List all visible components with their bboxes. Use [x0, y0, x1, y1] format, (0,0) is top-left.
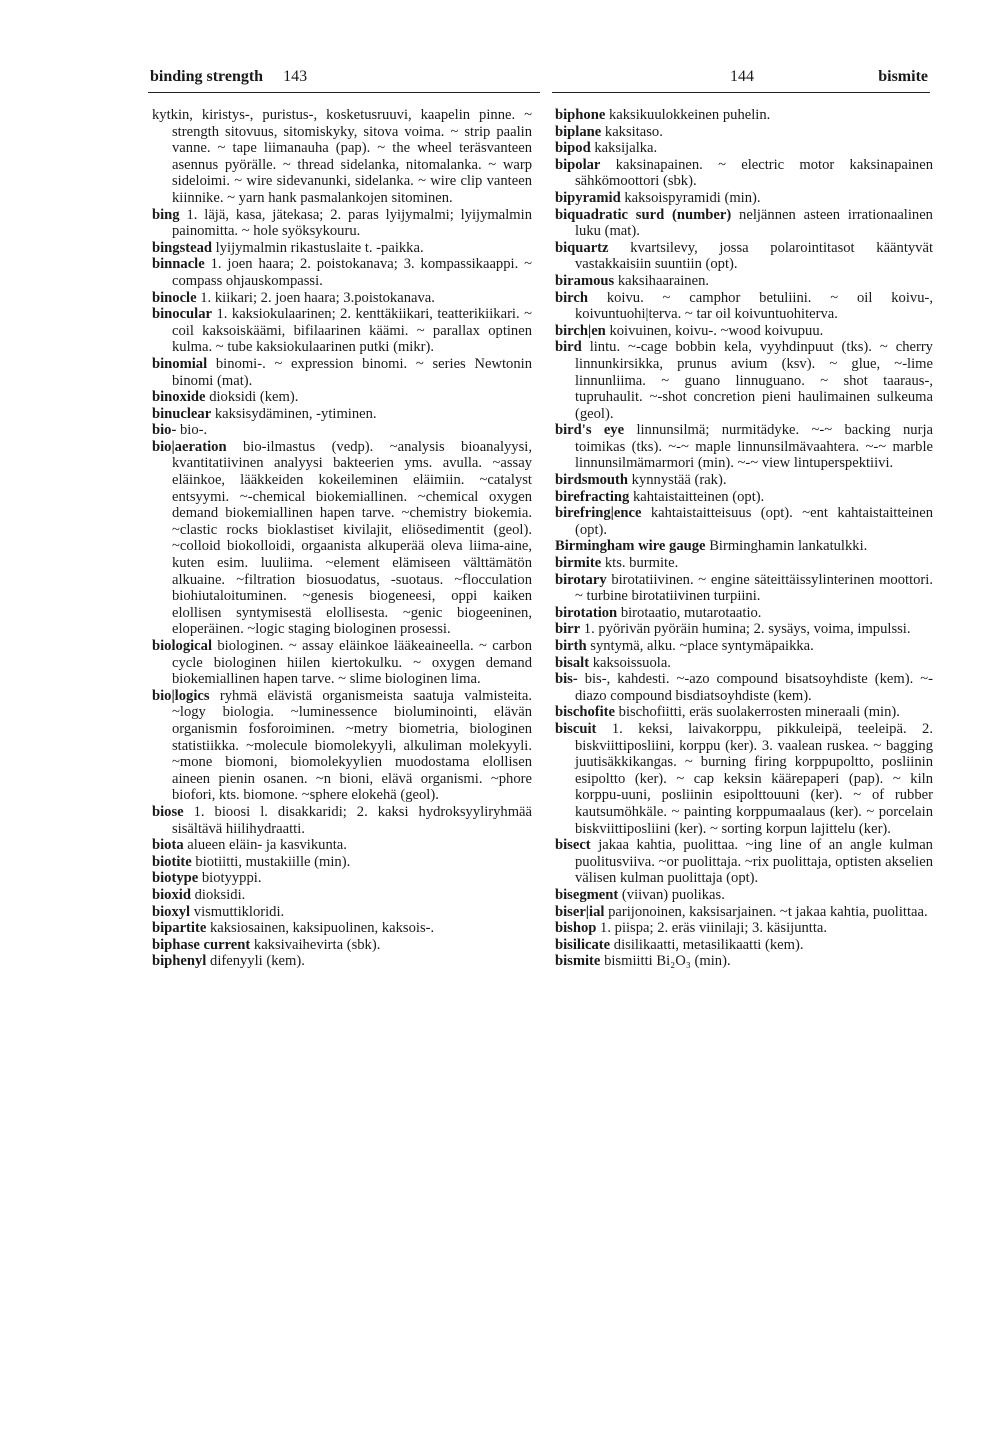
dictionary-entry — [555, 887, 933, 904]
entry-headword: biological — [152, 638, 212, 654]
entry-definition: bischofiitti, eräs suolakerrosten mineraali (min). — [618, 704, 900, 721]
entry-headword: birr — [555, 621, 581, 638]
dictionary-entry — [152, 953, 532, 970]
entry-definition: neljännen asteen irrationaalinen luku (mat). — [575, 206, 933, 240]
entry-definition: parijonoinen, kaksisarjainen. ~t jakaa kahtia, puolittaa. — [608, 903, 928, 920]
dictionary-entry — [555, 704, 933, 721]
entry-headword: bisect — [555, 837, 591, 854]
dictionary-entry — [555, 472, 933, 489]
dictionary-entry — [152, 870, 532, 887]
entry-definition: lyijymalmin rikastuslaite t. -paikka. — [215, 239, 424, 256]
entry-definition: alueen eläin- ja kasvikunta. — [187, 837, 347, 854]
entry-headword: Birmingham wire gauge — [555, 538, 706, 555]
entry-headword: bio|aeration — [152, 438, 227, 455]
entry-definition: lintu. ~-cage bobbin kela, vyyhdinpuut (tks). ~ cherry linnunkirsikka, prunus avium (ksv). ~ glue, ~-lime linnunliima. ~ guano linnuguano. ~ shot taaraus-, tupruhaulit. ~-shot concretion pieni haulimainen sulkeuma (geol). — [575, 339, 933, 422]
entry-headword: bishop — [555, 920, 597, 937]
entry-headword: biotite — [152, 853, 192, 870]
dictionary-entry — [152, 422, 532, 439]
entry-headword: biphenyl — [152, 953, 207, 970]
entry-definition: linnunsilmä; nurmitädyke. ~-~ backing nurja toimikas (tks). ~-~ maple linnunsilmävaahtera. ~-~ marble linnunsilmämarmori (min). ~-~ view lintuperspektiivi. — [575, 422, 933, 472]
dictionary-entry — [555, 671, 933, 704]
dictionary-entry — [555, 107, 933, 124]
entry-headword: biplane — [555, 123, 602, 140]
entry-headword: binuclear — [152, 405, 212, 422]
entry-headword: bioxyl — [152, 903, 191, 920]
entry-definition: 1. piispa; 2. eräs viinilaji; 3. käsijuntta. — [600, 920, 828, 937]
entry-definition: birotaatio, mutarotaatio. — [620, 604, 762, 621]
header-rule-left — [148, 92, 540, 93]
entry-headword: binocular — [152, 306, 213, 323]
entry-definition: Birminghamin lankatulkki. — [709, 538, 868, 555]
dictionary-entry — [555, 953, 933, 970]
dictionary-entry — [555, 207, 933, 240]
dictionary-entry — [555, 920, 933, 937]
dictionary-entry — [152, 240, 532, 257]
entry-definition: kaksiosainen, kaksipuolinen, kaksois-. — [209, 920, 435, 937]
dictionary-entry — [152, 207, 532, 240]
entry-definition: binomi-. ~ expression binomi. ~ series Newtonin binomi (mat). — [172, 355, 532, 389]
entry-headword: bisalt — [555, 654, 590, 671]
entry-headword: bingstead — [152, 239, 213, 256]
entry-definition: bismiitti Bi₂O₃ (min). — [604, 953, 731, 970]
entry-headword: binomial — [152, 355, 208, 372]
dictionary-entry — [555, 190, 933, 207]
dictionary-entry — [152, 804, 532, 837]
page-header-right — [552, 68, 928, 94]
entry-headword: bipartite — [152, 920, 207, 937]
entry-headword: biose — [152, 803, 184, 820]
entry-definition: birotatiivinen. ~ engine säteittäissylinterinen moottori. ~ turbine birotatiivinen turpiini. — [575, 571, 933, 605]
entry-definition: bio-. — [179, 422, 208, 439]
entry-headword: biquartz — [555, 239, 609, 256]
entry-headword: bing — [152, 206, 180, 223]
entry-headword: bisegment — [555, 886, 619, 903]
dictionary-entry — [152, 920, 532, 937]
dictionary-entry — [555, 339, 933, 422]
entry-definition: difenyyli (kem). — [210, 953, 305, 970]
entry-headword: bisilicate — [555, 936, 611, 953]
entry-definition: biologinen. ~ assay eläinkoe lääkeaineella. ~ carbon cycle biologinen hiilen kiertokulku. ~ oxygen demand biokemiallinen hapen tarve. ~ slime biologinen lima. — [172, 638, 532, 688]
entry-definition: koivu. ~ camphor betuliini. ~ oil koivu-, koivuntuohi|terva. ~ tar oil koivuntuohiterva. — [575, 289, 934, 323]
dictionary-entry — [152, 406, 532, 423]
dictionary-entry — [555, 489, 933, 506]
dictionary-entry — [555, 655, 933, 672]
dictionary-entry — [555, 140, 933, 157]
entry-definition: kaksijalka. — [594, 140, 658, 157]
dictionary-entry — [152, 854, 532, 871]
entry-headword: bipod — [555, 140, 591, 157]
entry-definition: 1. kaksiokulaarinen; 2. kenttäkiikari, teatterikiikari. ~ coil kaksoiskäämi, bifilaarinen käämi. ~ parallax optinen kulma. ~ tube kaksiokulaarinen putki (mikr). — [172, 306, 532, 356]
entry-headword: biquadratic surd (number) — [555, 206, 732, 223]
entry-headword: biota — [152, 837, 184, 854]
entry-headword: birth — [555, 638, 587, 654]
entry-definition: 1. keksi, laivakorppu, pikkuleipä, teeleipä. 2. biskviittiposliini, korppu (ker). 3. vaalean ruskea. ~ bagging juutisäkkikangas. ~ burning firing korppupoltto, posliinin esipoltto (ker). ~ cap keksin käärepaperi (pap). ~ kiln korppu-uuni, posliinin esipolttouuni (ker). ~ of rubber kautsumöhkäle. ~ painting korppumaalaus (ker). ~ porcelain biskviittiposliini (ker). ~ sorting korpun lajittelu (ker). — [575, 720, 933, 837]
dictionary-entry — [555, 721, 933, 837]
dictionary-entry — [555, 837, 933, 887]
entry-definition: kynnystää (rak). — [631, 472, 727, 489]
dictionary-entry — [152, 356, 532, 389]
entry-definition: kahtaistaitteinen (opt). — [632, 488, 765, 505]
entry-headword: biramous — [555, 272, 615, 289]
entry-definition: kytkin, kiristys-, puristus-, kosketusruuvi, kaapelin pinne. ~ strength sitovuus, sitomiskyky, sitova voima. ~ strip paalin vanne. ~ tape liimanauha (pap). ~ the wheel teräsvanteen asennus pyörälle. ~ thread sidelanka, nitomalanka. ~ warp sideloimi. ~ wire sidevanunki, sidelanka. ~ wire clip vanteen kiinnike. ~ yarn hank pasmalankojen sitominen. — [152, 107, 532, 206]
page-number-right: 144 — [730, 68, 754, 85]
dictionary-entry — [152, 904, 532, 921]
entry-definition: syntymä, alku. ~place syntymäpaikka. — [590, 638, 814, 654]
entry-headword: binoxide — [152, 389, 206, 406]
guide-word-left: binding strength — [150, 68, 264, 85]
entry-headword: birch — [555, 289, 588, 306]
dictionary-entry — [152, 107, 532, 207]
entry-definition: vismuttikloridi. — [193, 903, 285, 920]
entry-headword: birotation — [555, 604, 618, 621]
entry-definition: kaksoissuola. — [592, 654, 671, 671]
dictionary-entry — [152, 290, 532, 307]
entry-headword: birefring|ence — [555, 505, 642, 522]
entry-definition: biotyyppi. — [201, 870, 262, 887]
entry-definition: kts. burmite. — [604, 555, 679, 572]
dictionary-entry — [555, 937, 933, 954]
dictionary-entry — [152, 837, 532, 854]
page-header-left — [150, 68, 540, 94]
entry-definition: bio-ilmastus (vedp). ~analysis bioanalyysi, kvantitatiivinen analyysi bakteerien yms. avulla. ~assay eläinkoe, lääkkeiden kokeileminen eläimiin. ~catalyst entsyymi. ~-chemical biokemiallinen. ~chemical oxygen demand biokemiallinen hapen tarve. ~chemistry biokemia. ~clastic rocks bioklastiset kivilajit, eliösedimentit (geol). ~colloid biokolloidi, orgaanista alkuperää oleva liima-aine, kuten esim. luuliima. ~element elämiseen välttämätön alkuaine. ~filtration biosuodatus, -suotaus. ~flocculation biohiutaloituminen. ~genesis biogeneesi, oppi kaiken elollisen syntymisestä elollisesta. ~genic biogeeninen, eloperäinen. ~logic staging biologinen prosessi. — [172, 438, 532, 638]
guide-word-right: bismite — [878, 68, 928, 85]
entry-headword: birotary — [555, 571, 607, 588]
entry-headword: binocle — [152, 289, 197, 306]
dictionary-entry — [152, 638, 532, 688]
dictionary-entry — [555, 240, 933, 273]
dictionary-column-left — [152, 107, 532, 970]
entry-headword: birch|en — [555, 322, 606, 339]
entry-definition: kvartsilevy, jossa polarointitasot kääntyvät vastakkaisiin suuntiin (opt). — [575, 239, 933, 273]
dictionary-entry — [555, 422, 933, 472]
entry-headword: birmite — [555, 555, 602, 572]
entry-headword: bismite — [555, 953, 601, 970]
entry-definition: kaksisydäminen, -ytiminen. — [214, 405, 377, 422]
entry-headword: biotype — [152, 870, 199, 887]
entry-definition: kaksinapainen. ~ electric motor kaksinapainen sähkömoottori (sbk). — [575, 156, 934, 190]
dictionary-entry — [555, 505, 933, 538]
entry-definition: kaksihaarainen. — [617, 272, 710, 289]
entry-headword: biscuit — [555, 720, 597, 737]
entry-definition: disilikaatti, metasilikaatti (kem). — [613, 936, 804, 953]
entry-definition: jakaa kahtia, puolittaa. ~ing line of an angle kulman puolitusviiva. ~or puolittaja. ~rix puolittaja, optisten akselien välisen kulman puolittaja (opt). — [575, 837, 933, 887]
header-rule-right — [552, 92, 930, 93]
entry-definition: ryhmä elävistä organismeista saatuja valmisteita. ~logy biologia. ~luminessence bioluminointi, elävän organismin fosforoiminen. ~metry biometria, biologinen statistiikka. ~molecule biomolekyyli, alkuliman molekyyli. ~mone biomoni, biomolekyylien muodostama elollisen aineen pienin osanen. ~n bioni, elävä organismi. ~phore biofori, kts. biomone. ~sphere elokehä (geol). — [172, 687, 532, 804]
entry-headword: biphone — [555, 107, 606, 123]
dictionary-entry — [555, 273, 933, 290]
entry-headword: biphase current — [152, 936, 251, 953]
entry-headword: bird's eye — [555, 422, 625, 439]
entry-definition: 1. bioosi l. disakkaridi; 2. kaksi hydroksyyliryhmää sisältävä hiilihydraatti. — [172, 803, 533, 837]
dictionary-entry — [152, 937, 532, 954]
entry-headword: binnacle — [152, 256, 205, 273]
dictionary-entry — [152, 389, 532, 406]
entry-definition: 1. joen haara; 2. poistokanava; 3. kompassikaappi. ~ compass ohjauskompassi. — [172, 256, 533, 289]
entry-headword: bischofite — [555, 704, 615, 721]
dictionary-entry — [152, 688, 532, 804]
entry-definition: biotiitti, mustakiille (min). — [195, 853, 351, 870]
entry-headword: bipyramid — [555, 189, 621, 206]
dictionary-entry — [555, 124, 933, 141]
entry-headword: bipolar — [555, 156, 601, 173]
dictionary-entry — [555, 605, 933, 622]
entry-definition: bis-, kahdesti. ~-azo compound bisatsoyhdiste (kem). ~-diazo compound bisdiatsoyhdiste (kem). — [575, 671, 933, 704]
entry-headword: birefracting — [555, 488, 630, 505]
dictionary-column-right — [555, 107, 933, 970]
dictionary-entry — [555, 538, 933, 555]
entry-definition: dioksidi. — [194, 886, 246, 903]
entry-headword: bird — [555, 339, 582, 356]
entry-definition: kaksoispyramidi (min). — [624, 189, 761, 206]
dictionary-entry — [555, 157, 933, 190]
entry-headword: bis- — [555, 671, 578, 688]
entry-headword: bio- — [152, 422, 177, 439]
entry-headword: birdsmouth — [555, 472, 628, 489]
dictionary-entry — [555, 290, 933, 323]
entry-definition: (viivan) puolikas. — [621, 886, 725, 903]
dictionary-entry — [152, 439, 532, 638]
entry-definition: 1. läjä, kasa, jätekasa; 2. paras lyijymalmi; lyijymalmin painomitta. ~ hole syöksykouru. — [172, 206, 532, 240]
dictionary-entry — [555, 572, 933, 605]
entry-headword: bio|logics — [152, 687, 210, 704]
entry-definition: kaksitaso. — [604, 123, 663, 140]
dictionary-entry — [152, 256, 532, 289]
dictionary-entry — [555, 904, 933, 921]
entry-definition: dioksidi (kem). — [209, 389, 299, 406]
dictionary-entry — [555, 621, 933, 638]
dictionary-entry — [152, 306, 532, 356]
dictionary-entry — [152, 887, 532, 904]
entry-headword: bioxid — [152, 886, 191, 903]
page-number-left: 143 — [283, 68, 308, 85]
dictionary-entry — [555, 638, 933, 655]
entry-definition: kaksikuulokkeinen puhelin. — [608, 107, 771, 123]
dictionary-entry — [555, 323, 933, 340]
entry-definition: kahtaistaitteisuus (opt). ~ent kahtaistaitteinen (opt). — [575, 505, 933, 538]
entry-headword: biser|ial — [555, 903, 605, 920]
entry-definition: koivuinen, koivu-. ~wood koivupuu. — [609, 322, 824, 339]
entry-definition: kaksivaihevirta (sbk). — [253, 936, 381, 953]
dictionary-entry — [555, 555, 933, 572]
entry-definition: 1. kiikari; 2. joen haara; 3.poistokanava. — [200, 289, 435, 306]
entry-definition: 1. pyörivän pyöräin humina; 2. sysäys, voima, impulssi. — [583, 621, 911, 638]
